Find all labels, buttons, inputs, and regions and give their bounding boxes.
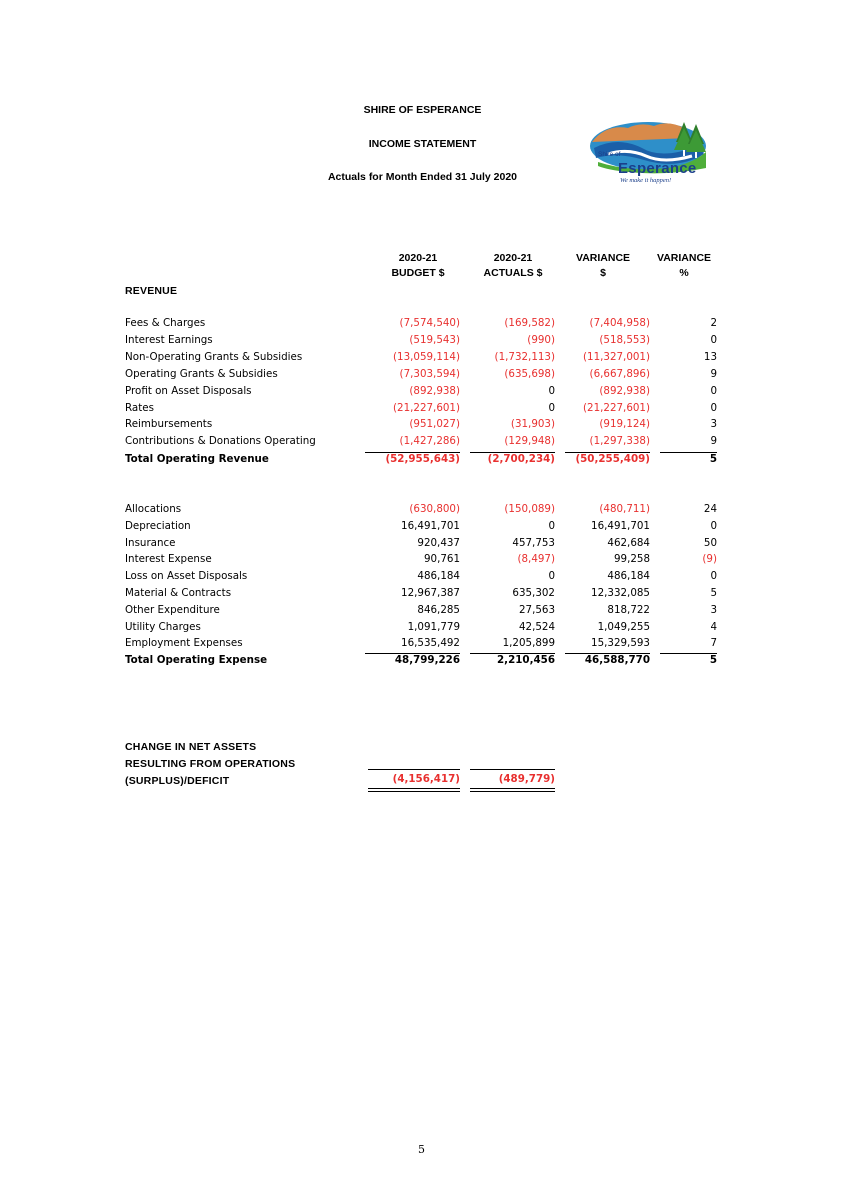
actual-value: (635,698)	[504, 367, 555, 380]
actual-value: 0	[548, 570, 555, 583]
actual-value: 635,302	[512, 587, 555, 599]
col-variance-line1: VARIANCE	[575, 252, 631, 264]
actual-value: 27,563	[518, 603, 555, 616]
expense-variance-underline	[565, 653, 650, 654]
variance-pct-value: 9	[710, 435, 717, 448]
col-header-variance	[558, 251, 648, 281]
row-label: Operating Grants & Subsidies	[125, 367, 278, 380]
variance-pct-value: 50	[703, 536, 717, 549]
variance-pct-value: 9	[710, 367, 717, 380]
row-label: Total Operating Revenue	[125, 453, 269, 465]
revenue-row	[125, 333, 717, 350]
revenue-budget-underline	[365, 452, 460, 453]
variance-value: 99,258	[613, 553, 650, 566]
row-label: Loss on Asset Disposals	[125, 570, 248, 583]
expense-row	[125, 603, 717, 620]
variance-pct-value: 24	[703, 503, 717, 515]
budget-value: (7,574,540)	[399, 317, 460, 329]
row-label: Utility Charges	[125, 620, 201, 633]
variance-pct-value: 0	[710, 333, 717, 346]
expense-row	[125, 552, 717, 569]
col-actual-line1: 2020-21	[493, 252, 533, 264]
variance-pct-value: 3	[710, 603, 717, 616]
expense-pct-underline	[660, 653, 717, 654]
variance-value: 46,588,770	[584, 654, 650, 666]
expense-row	[125, 519, 717, 536]
row-label: Interest Expense	[125, 553, 212, 566]
actual-value: 1,205,899	[502, 637, 555, 650]
change-budget-value: (4,156,417)	[392, 773, 460, 785]
actual-value: 0	[548, 519, 555, 532]
change-budget-topline	[368, 769, 460, 770]
statement-title: INCOME STATEMENT	[368, 138, 477, 150]
revenue-row	[125, 417, 717, 434]
revenue-row	[125, 367, 717, 384]
expense-row	[125, 636, 717, 653]
row-label: Rates	[125, 401, 154, 414]
row-label: Contributions & Donations Operating	[125, 435, 316, 448]
actual-value: (150,089)	[504, 503, 555, 515]
variance-pct-value: 5	[709, 453, 717, 465]
page-number: 5	[418, 1143, 425, 1156]
actual-value: 0	[548, 401, 555, 414]
revenue-pct-underline	[660, 452, 717, 453]
actual-value: 2,210,456	[497, 654, 555, 666]
expense-row	[125, 569, 717, 586]
variance-pct-value: 7	[710, 637, 717, 650]
expense-row	[125, 536, 717, 553]
revenue-total-row	[125, 452, 717, 469]
variance-value: 1,049,255	[597, 620, 650, 633]
change-actual-double-underline	[470, 788, 555, 792]
actual-value: (1,732,113)	[494, 350, 555, 363]
budget-value: (630,800)	[409, 503, 460, 515]
col-header-variance-pct	[644, 251, 724, 281]
budget-value: (7,303,594)	[399, 367, 460, 380]
budget-value: 16,491,701	[401, 519, 460, 532]
expense-row	[125, 502, 717, 519]
logo-shire-text: Shire of	[598, 151, 621, 158]
budget-value: (1,427,286)	[399, 435, 460, 448]
variance-value: (518,553)	[599, 333, 650, 346]
revenue-row	[125, 401, 717, 418]
expense-actual-underline	[470, 653, 555, 654]
row-label: Material & Contracts	[125, 587, 232, 599]
logo-name-text: Esperance	[618, 160, 697, 177]
variance-pct-value: 3	[710, 418, 717, 431]
variance-pct-value: 2	[710, 317, 717, 329]
variance-pct-value: 5	[709, 654, 717, 666]
col-header-actual	[468, 251, 558, 281]
row-label: Profit on Asset Disposals	[125, 384, 252, 397]
actual-value: (129,948)	[504, 435, 555, 448]
variance-value: (50,255,409)	[575, 453, 650, 465]
row-label: Allocations	[125, 503, 182, 515]
actual-value: (990)	[527, 333, 555, 346]
revenue-row	[125, 434, 717, 451]
row-label: Depreciation	[125, 519, 191, 532]
budget-value: (892,938)	[409, 384, 460, 397]
variance-value: (892,938)	[599, 384, 650, 397]
budget-value: (21,227,601)	[393, 401, 460, 414]
variance-pct-value: 0	[710, 570, 717, 583]
actual-value: 42,524	[518, 620, 555, 633]
variance-value: (21,227,601)	[583, 401, 650, 414]
actual-value: (169,582)	[504, 317, 555, 329]
expense-budget-underline	[365, 653, 460, 654]
change-line2: RESULTING FROM OPERATIONS	[125, 758, 296, 770]
variance-pct-value: 4	[710, 620, 717, 633]
col-variance-line2: $	[600, 267, 606, 279]
revenue-actual-underline	[470, 452, 555, 453]
col-actual-line2: ACTUALS $	[483, 267, 543, 279]
change-values-row	[125, 772, 717, 789]
col-budget-line2: BUDGET $	[391, 267, 445, 279]
variance-value: (7,404,958)	[589, 317, 650, 329]
variance-pct-value: 0	[710, 401, 717, 414]
variance-value: 818,722	[607, 603, 650, 616]
variance-value: 462,684	[607, 536, 650, 549]
change-line1: CHANGE IN NET ASSETS	[125, 741, 257, 753]
revenue-variance-underline	[565, 452, 650, 453]
row-label: Employment Expenses	[125, 637, 243, 650]
row-label: Fees & Charges	[125, 317, 206, 329]
variance-pct-value: 5	[710, 587, 717, 599]
variance-value: 486,184	[607, 570, 650, 583]
expense-total-row	[125, 653, 717, 670]
variance-value: (6,667,896)	[589, 367, 650, 380]
actual-value: (2,700,234)	[487, 453, 555, 465]
col-budget-line1: 2020-21	[398, 252, 438, 264]
variance-value: (1,297,338)	[589, 435, 650, 448]
row-label: Other Expenditure	[125, 603, 220, 616]
col-variance-pct-line1: VARIANCE	[656, 252, 712, 264]
budget-value: 90,761	[423, 553, 460, 566]
variance-pct-value: (9)	[702, 553, 717, 566]
change-actual-topline	[470, 769, 555, 770]
variance-value: 12,332,085	[591, 587, 650, 599]
budget-value: (519,543)	[409, 333, 460, 346]
shire-logo	[588, 118, 716, 188]
actual-value: (31,903)	[510, 418, 555, 431]
revenue-heading: REVENUE	[125, 285, 178, 297]
budget-value: 1,091,779	[407, 620, 460, 633]
budget-value: 486,184	[417, 570, 460, 583]
revenue-row	[125, 316, 717, 333]
row-label: Reimbursements	[125, 418, 213, 431]
variance-pct-value: 13	[703, 350, 717, 363]
col-variance-pct-line2: %	[679, 267, 689, 279]
budget-value: 48,799,226	[394, 654, 460, 666]
variance-value: 15,329,593	[591, 637, 650, 650]
logo-tagline: We make it happen!	[620, 177, 672, 184]
revenue-row	[125, 350, 717, 367]
actual-value: (8,497)	[517, 553, 555, 566]
budget-value: (52,955,643)	[385, 453, 460, 465]
period-subtitle: Actuals for Month Ended 31 July 2020	[327, 171, 518, 183]
expense-row	[125, 586, 717, 603]
budget-value: 920,437	[417, 536, 460, 549]
budget-value: 12,967,387	[401, 587, 460, 599]
budget-value: (951,027)	[409, 418, 460, 431]
variance-value: (919,124)	[599, 418, 650, 431]
variance-pct-value: 0	[710, 519, 717, 532]
actual-value: 0	[548, 384, 555, 397]
change-line3: (SURPLUS)/DEFICIT	[125, 775, 230, 787]
variance-value: 16,491,701	[591, 519, 650, 532]
row-label: Non-Operating Grants & Subsidies	[125, 350, 303, 363]
change-actual-value: (489,779)	[498, 773, 555, 785]
org-title: SHIRE OF ESPERANCE	[363, 104, 482, 116]
variance-pct-value: 0	[710, 384, 717, 397]
actual-value: 457,753	[512, 536, 555, 549]
budget-value: 16,535,492	[401, 637, 460, 650]
change-budget-double-underline	[368, 788, 460, 792]
variance-value: (11,327,001)	[583, 350, 650, 363]
variance-value: (480,711)	[599, 503, 650, 515]
revenue-row	[125, 384, 717, 401]
row-label: Total Operating Expense	[125, 654, 268, 666]
row-label: Interest Earnings	[125, 333, 213, 346]
row-label: Insurance	[125, 536, 176, 549]
budget-value: (13,059,114)	[393, 350, 460, 363]
budget-value: 846,285	[417, 603, 460, 616]
col-header-budget	[373, 251, 463, 281]
expense-row	[125, 620, 717, 637]
